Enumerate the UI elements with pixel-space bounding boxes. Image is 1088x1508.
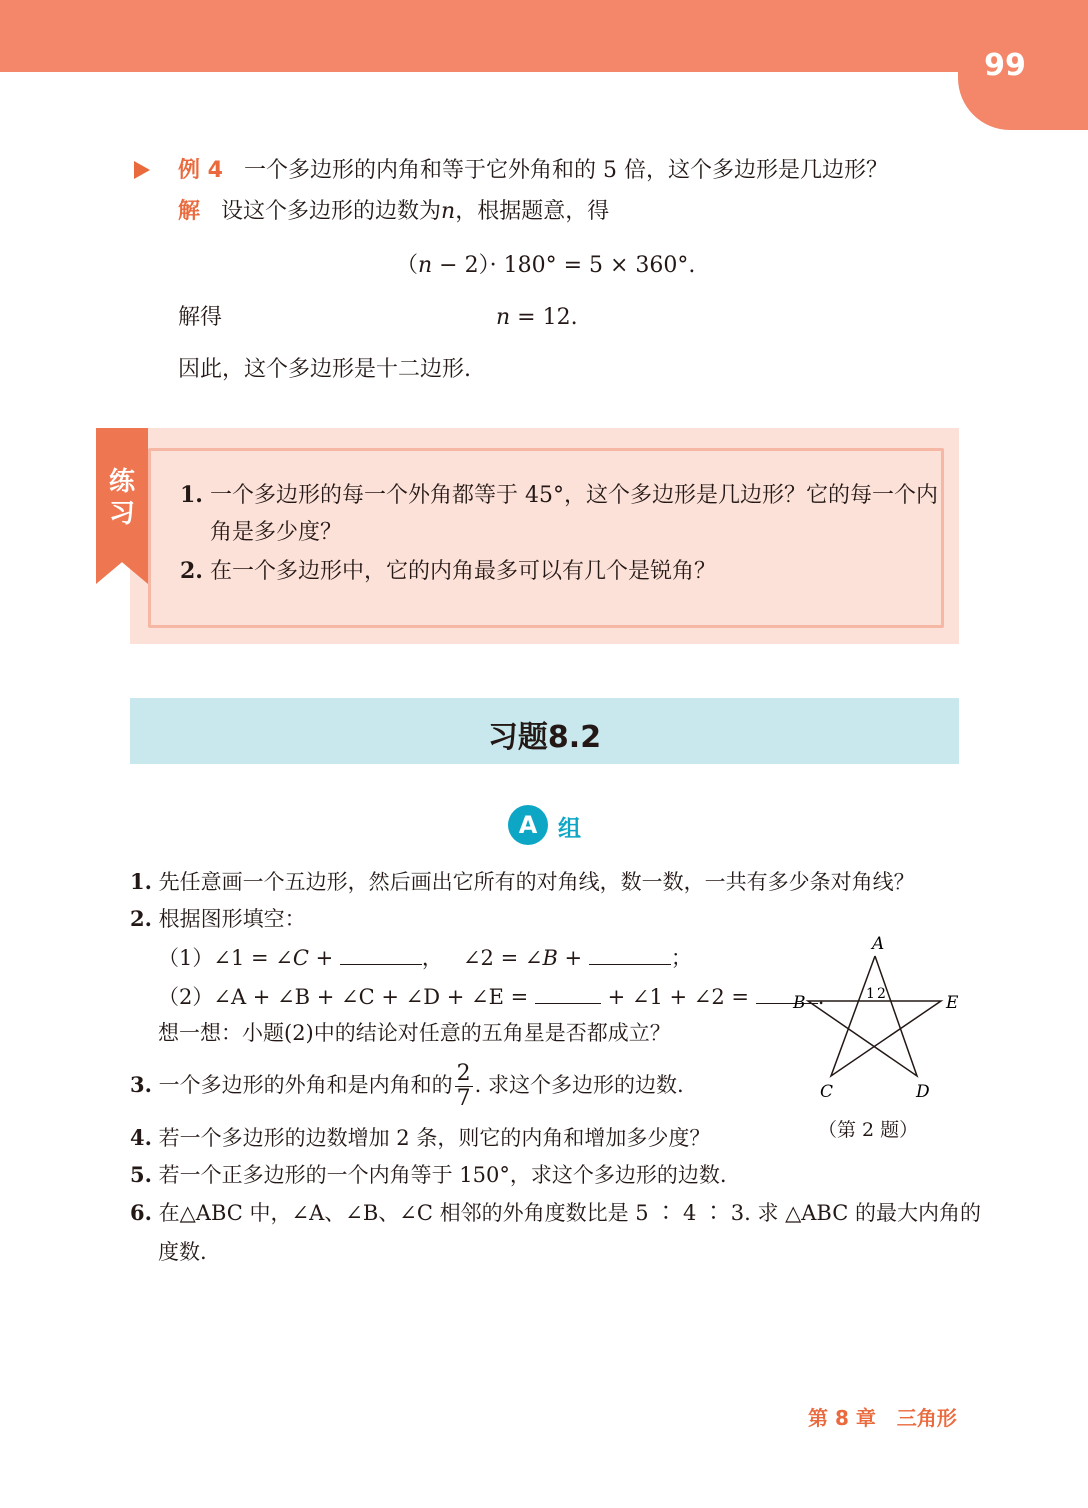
example-label: 例 4 bbox=[178, 158, 223, 183]
equation-var: n bbox=[418, 253, 433, 278]
practice-ribbon-text: 练习 bbox=[109, 467, 136, 529]
footer-chapter: 第 8 章 bbox=[808, 1406, 876, 1430]
solution-label: 解 bbox=[178, 199, 201, 224]
fraction-numerator: 2 bbox=[456, 1061, 471, 1086]
q-text: 若一个多边形的边数增加 2 条，则它的内角和增加多少度？ bbox=[158, 1126, 711, 1150]
sub-label: （2） bbox=[158, 985, 214, 1009]
group-a-badge: A bbox=[508, 805, 548, 845]
sub1-sep: ， bbox=[421, 946, 443, 970]
star-figure bbox=[784, 930, 970, 1110]
conclusion: 因此，这个多边形是十二边形. bbox=[178, 357, 471, 382]
header-bar bbox=[0, 0, 1088, 72]
exercise-q2-think: 想一想：小题(2)中的结论对任意的五角星是否都成立？ bbox=[158, 1021, 671, 1045]
exercise-q2-sub2 bbox=[158, 982, 824, 1012]
sub1-b: ∠2 = ∠ bbox=[462, 946, 543, 970]
equation bbox=[396, 251, 695, 281]
fill-blank[interactable] bbox=[340, 944, 422, 965]
sub1-end: ； bbox=[670, 946, 692, 970]
q-text: 若一个正多边形的一个内角等于 150°，求这个多边形的边数. bbox=[158, 1163, 727, 1187]
exercise-q4 bbox=[130, 1123, 710, 1153]
practice-item-2 bbox=[180, 556, 716, 587]
exercise-q1 bbox=[130, 867, 915, 897]
figure-caption: （第 2 题） bbox=[818, 1119, 919, 1141]
label-d: D bbox=[916, 1082, 930, 1102]
sub1-b-plus: + bbox=[557, 946, 589, 970]
sub1-a-var: C bbox=[292, 946, 309, 970]
group-word: 组 bbox=[558, 816, 581, 842]
exercise-q5 bbox=[130, 1160, 727, 1190]
sub1-a: ∠1 = ∠ bbox=[213, 946, 293, 970]
sub2-mid: + ∠1 + ∠2 = bbox=[600, 985, 756, 1009]
sub-label: （1） bbox=[158, 946, 214, 970]
label-angle-2: 2 bbox=[877, 986, 886, 1002]
page-number: 99 bbox=[984, 48, 1026, 83]
star-outline bbox=[808, 956, 941, 1076]
footer-title: 三角形 bbox=[896, 1406, 957, 1430]
practice-item-number: 1. bbox=[180, 482, 203, 508]
equation-open: （ bbox=[396, 253, 419, 278]
equation-rest: − 2）· 180° = 5 × 360°. bbox=[432, 253, 696, 278]
result-var: n bbox=[496, 305, 511, 330]
result-rest: = 12. bbox=[510, 305, 578, 330]
label-a: A bbox=[872, 934, 885, 954]
exercise-q3 bbox=[130, 1058, 684, 1112]
solution-var: n bbox=[441, 199, 456, 224]
practice-item-text: 一个多边形的每一个外角都等于 45°，这个多边形是几边形？它的每一个内 bbox=[209, 483, 938, 508]
result bbox=[496, 303, 578, 333]
q-number: 6. bbox=[130, 1200, 152, 1225]
label-b: B bbox=[793, 993, 806, 1013]
q-text: 先任意画一个五边形，然后画出它所有的对角线，数一数，一共有多少条对角线？ bbox=[158, 870, 915, 894]
q3-pre: 一个多边形的外角和是内角和的 bbox=[158, 1073, 453, 1097]
q-number: 2. bbox=[130, 906, 152, 931]
solve-label: 解得 bbox=[178, 305, 223, 330]
solution-post: ，根据题意，得 bbox=[455, 199, 610, 224]
practice-item-number: 2. bbox=[180, 558, 203, 584]
solution-line bbox=[178, 197, 609, 227]
sub2-end: . bbox=[817, 985, 825, 1009]
example-question: 一个多边形的内角和等于它外角和的 5 倍，这个多边形是几边形？ bbox=[243, 158, 888, 183]
fill-blank[interactable] bbox=[535, 983, 601, 1004]
label-e: E bbox=[946, 993, 959, 1013]
exercise-title: 习题8.2 bbox=[487, 720, 602, 755]
practice-item-1-cont: 角是多少度？ bbox=[210, 520, 343, 545]
q-number: 4. bbox=[130, 1125, 152, 1150]
q-number: 5. bbox=[130, 1162, 152, 1187]
q-number: 3. bbox=[130, 1072, 152, 1097]
exercise-q2 bbox=[130, 904, 306, 934]
exercise-q6-cont: 度数. bbox=[158, 1240, 207, 1264]
sub1-b-var: B bbox=[542, 946, 558, 970]
example-question-line bbox=[178, 156, 888, 186]
sub1-a-plus: + bbox=[308, 946, 340, 970]
exercise-q6 bbox=[130, 1198, 981, 1228]
solution-pre: 设这个多边形的边数为 bbox=[221, 199, 442, 224]
practice-item-1 bbox=[180, 480, 938, 511]
fraction bbox=[455, 1062, 473, 1111]
fraction-denominator: 7 bbox=[456, 1086, 471, 1111]
q-text: 根据图形填空： bbox=[158, 907, 306, 931]
sub2-expr: ∠A + ∠B + ∠C + ∠D + ∠E = bbox=[213, 985, 535, 1009]
chapter-footer bbox=[808, 1402, 957, 1431]
exercise-q2-sub1 bbox=[158, 943, 692, 973]
q-text: 在△ABC 中，∠A、∠B、∠C 相邻的外角度数比是 5 ∶ 4 ∶ 3. 求 △ABC 的最大内角的 bbox=[158, 1201, 981, 1225]
fill-blank[interactable] bbox=[589, 944, 671, 965]
q-number: 1. bbox=[130, 869, 152, 894]
practice-item-text: 在一个多边形中，它的内角最多可以有几个是锐角？ bbox=[209, 559, 716, 584]
label-angle-1: 1 bbox=[866, 986, 875, 1002]
q3-post: . 求这个多边形的边数. bbox=[474, 1073, 684, 1097]
label-c: C bbox=[820, 1082, 834, 1102]
example-arrow-icon bbox=[134, 161, 150, 179]
